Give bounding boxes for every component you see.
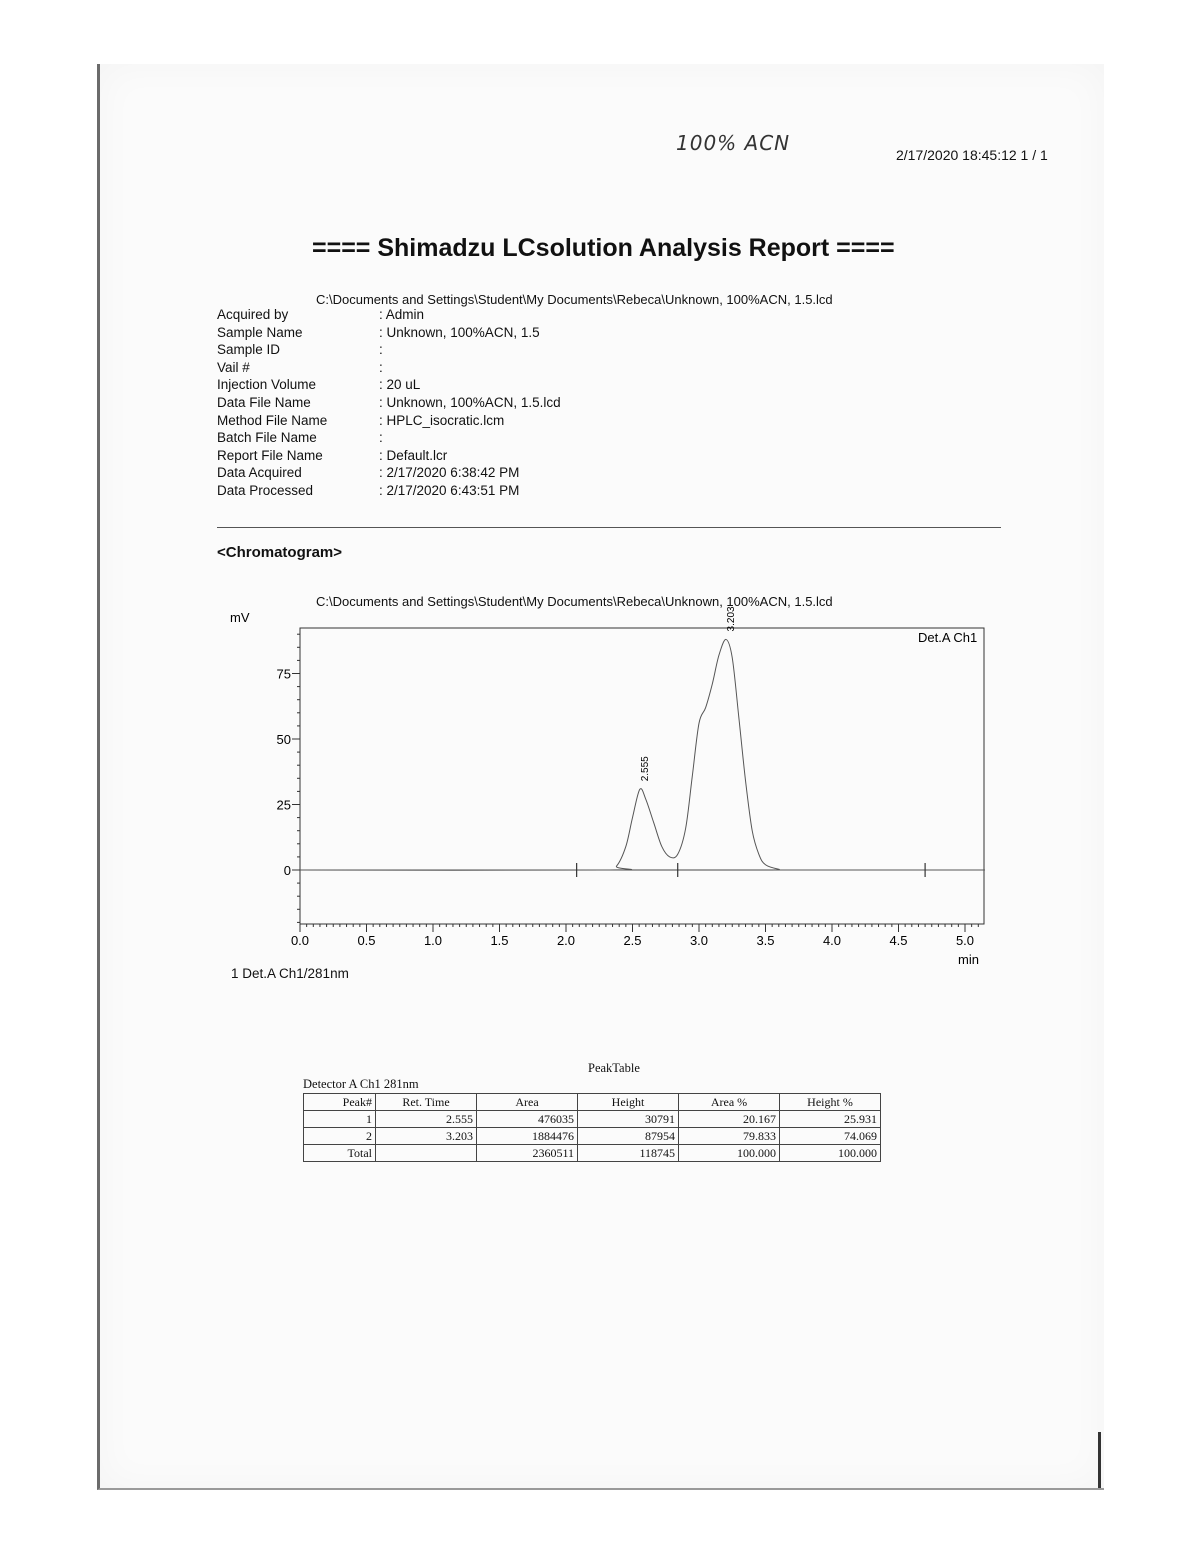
peak-table-header: Height % — [780, 1094, 881, 1111]
table-cell: 25.931 — [780, 1111, 881, 1128]
x-tick-label: 0.5 — [357, 933, 376, 948]
peak-label: 2.555 — [639, 756, 651, 782]
table-cell: Total — [304, 1145, 376, 1162]
table-cell: 87954 — [578, 1128, 679, 1145]
table-row — [304, 1111, 881, 1128]
y-tick-label: 50 — [276, 732, 291, 747]
table-cell: 20.167 — [679, 1111, 780, 1128]
metadata-label: Report File Name — [217, 447, 323, 463]
table-cell: 2 — [304, 1128, 376, 1145]
peak-table-header: Height — [578, 1094, 679, 1111]
table-cell: 476035 — [477, 1111, 578, 1128]
table-cell: 118745 — [578, 1145, 679, 1162]
metadata-value: : Default.lcr — [379, 447, 448, 463]
x-axis-label: min — [958, 952, 979, 967]
peak-table-caption: PeakTable — [588, 1061, 640, 1075]
table-cell: 3.203 — [376, 1128, 477, 1145]
x-tick-label: 1.5 — [490, 933, 509, 948]
y-axis-label: mV — [230, 610, 250, 625]
metadata-value: : — [379, 430, 383, 446]
metadata-label: Data Acquired — [217, 465, 302, 481]
table-cell: 2.555 — [376, 1111, 477, 1128]
metadata-value: : — [379, 342, 383, 358]
metadata-value: : HPLC_isocratic.lcm — [379, 412, 505, 428]
x-tick-label: 5.0 — [955, 933, 975, 948]
y-tick-label: 0 — [283, 863, 291, 878]
report-title: ==== Shimadzu LCsolution Analysis Report ==== — [312, 234, 895, 262]
table-cell: 100.000 — [780, 1145, 881, 1162]
metadata-label: Vail # — [217, 359, 250, 375]
metadata-value: : Unknown, 100%ACN, 1.5.lcd — [379, 394, 561, 410]
table-cell: 1 — [304, 1111, 376, 1128]
metadata-value: : 2/17/2020 6:43:51 PM — [379, 482, 520, 498]
chromatogram-file-path: C:\Documents and Settings\Student\My Documents\Rebeca\Unknown, 100%ACN, 1.5.lcd — [316, 594, 833, 609]
series-label: Det.A Ch1 — [918, 630, 978, 645]
metadata-value: : — [379, 359, 383, 375]
table-cell: 79.833 — [679, 1128, 780, 1145]
table-cell — [376, 1145, 477, 1162]
metadata-label: Batch File Name — [217, 430, 317, 446]
chromatogram-section-title: <Chromatogram> — [217, 544, 343, 561]
peak-table-header: Area % — [679, 1094, 780, 1111]
report-file-path: C:\Documents and Settings\Student\My Documents\Rebeca\Unknown, 100%ACN, 1.5.lcd — [316, 292, 833, 307]
table-row — [304, 1128, 881, 1145]
metadata-label: Sample ID — [217, 342, 281, 358]
metadata-value: : Unknown, 100%ACN, 1.5 — [379, 324, 540, 340]
x-tick-label: 4.0 — [822, 933, 842, 948]
peak-table — [303, 1093, 881, 1162]
print-timestamp: 2/17/2020 18:45:12 1 / 1 — [896, 147, 1048, 163]
chromatogram-legend-note: 1 Det.A Ch1/281nm — [231, 966, 349, 981]
y-tick-label: 25 — [276, 797, 291, 813]
x-tick-label: 0.0 — [290, 933, 310, 948]
metadata-value: : 2/17/2020 6:38:42 PM — [379, 465, 520, 481]
table-cell: 30791 — [578, 1111, 679, 1128]
table-cell: 1884476 — [477, 1128, 578, 1145]
metadata-value: : 20 uL — [379, 377, 421, 393]
x-tick-label: 3.0 — [689, 933, 709, 948]
peak-table-detector: Detector A Ch1 281nm — [303, 1077, 419, 1091]
metadata-value: : Admin — [379, 307, 425, 322]
peak-table-header: Ret. Time — [376, 1094, 477, 1111]
x-tick-label: 1.0 — [423, 933, 443, 948]
table-cell: 2360511 — [477, 1145, 578, 1162]
metadata-label: Data File Name — [217, 394, 311, 410]
y-tick-label: 75 — [276, 666, 291, 682]
handwritten-note: 100% ACN — [676, 131, 791, 155]
table-cell: 100.000 — [679, 1145, 780, 1162]
x-tick-label: 2.0 — [556, 933, 576, 948]
metadata-label: Data Processed — [217, 482, 314, 498]
detector-trace — [300, 639, 985, 870]
metadata-label: Injection Volume — [217, 377, 317, 393]
metadata-label: Sample Name — [217, 324, 303, 340]
page-edge-mark — [1098, 1432, 1101, 1488]
table-cell: 74.069 — [780, 1128, 881, 1145]
x-tick-label: 4.5 — [889, 933, 908, 948]
peak-table-header: Peak# — [304, 1094, 376, 1111]
table-row — [304, 1145, 881, 1162]
x-tick-label: 2.5 — [623, 933, 642, 948]
x-tick-label: 3.5 — [756, 933, 775, 948]
peak-label: 3.203 — [725, 606, 737, 632]
peak-table-header: Area — [477, 1094, 578, 1111]
metadata-label: Acquired by — [217, 307, 289, 322]
metadata-label: Method File Name — [217, 412, 328, 428]
